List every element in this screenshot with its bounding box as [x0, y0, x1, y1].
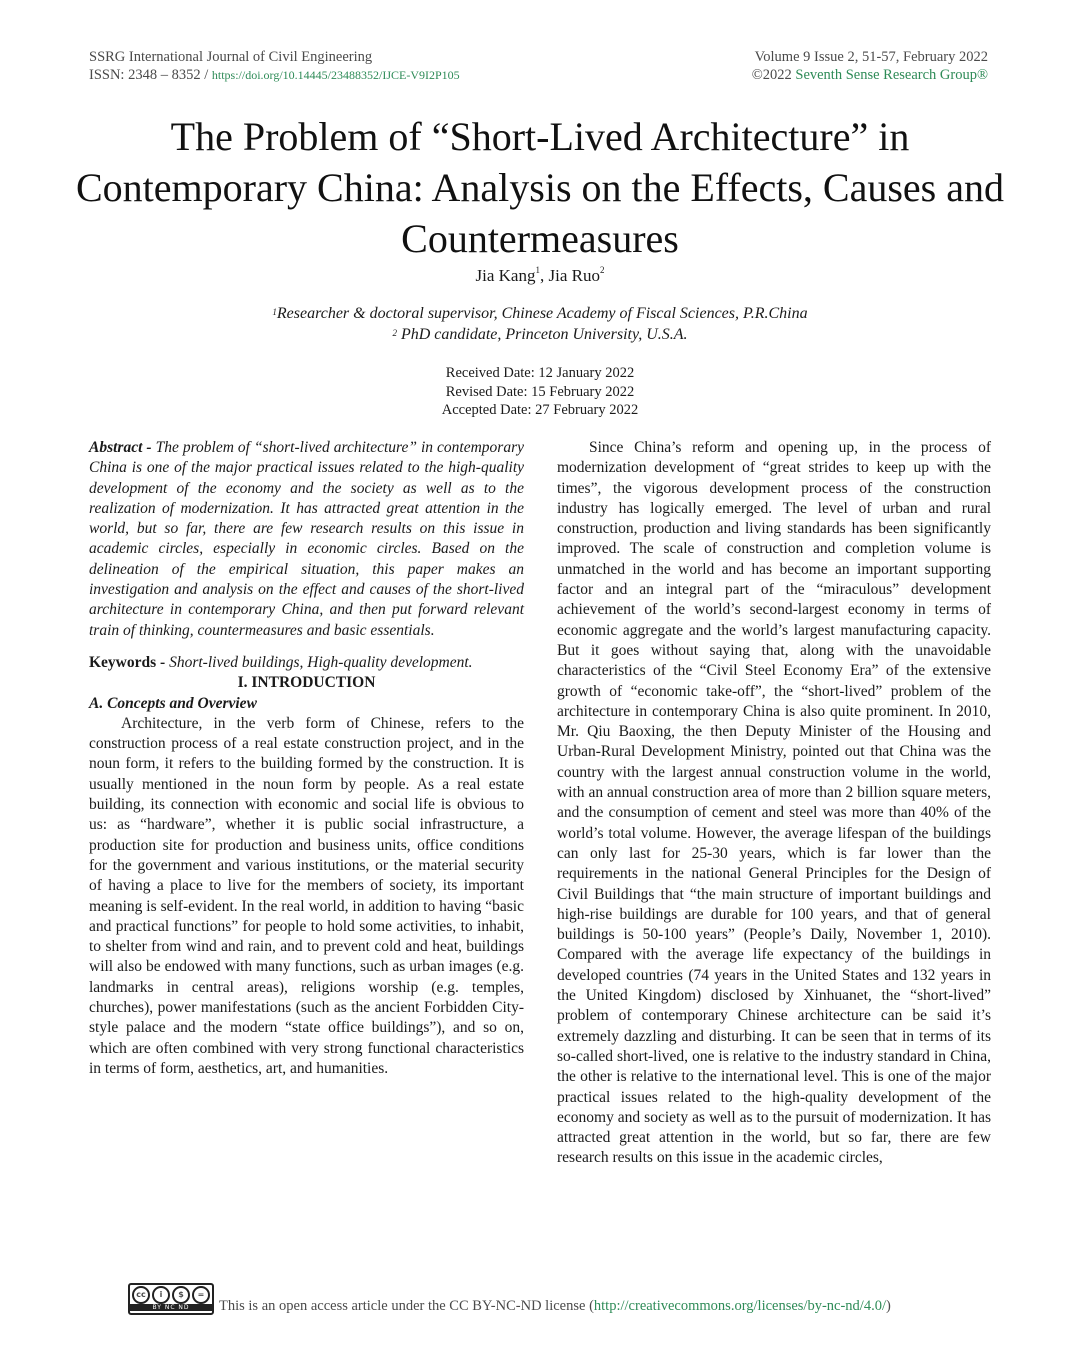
journal-name: SSRG International Journal of Civil Engineering: [89, 49, 373, 65]
keywords: [89, 653, 524, 673]
journal-header: [89, 48, 460, 84]
paper-title: The Problem of “Short-Lived Architecture” in Contemporary China: Analysis on the Effects, Causes and Countermeasures: [76, 114, 1004, 261]
affiliation-1-sup: 1: [272, 307, 277, 317]
cc-icon-labels: BY NC ND: [130, 1304, 212, 1311]
author-list: [0, 266, 1080, 286]
nd-equals-icon: =: [192, 1286, 210, 1304]
license-url[interactable]: http://creativecommons.org/licenses/by-nc-nd/4.0/: [593, 1298, 886, 1314]
accepted-date: Accepted Date: 27 February 2022: [441, 402, 639, 418]
copyright-line: [752, 66, 988, 84]
abstract-text: The problem of “short-lived architecture” in contemporary China is one of the major practical issues related to the high-quality development of the economy and the society as well as to the realization of modernization. It has attracted great attention in the world, but so far, there are few research results on this issue in academic circles, especially in economic circles. Based on the delineation of the empirical situation, this paper makes an investigation and analysis on the effect and causes of the short-lived architecture in contemporary China, and then put forward relevant train of thinking, countermeasures and basic essentials.: [89, 439, 524, 639]
abstract-label: Abstract -: [89, 439, 152, 456]
affiliation-1-text: Researcher & doctoral supervisor, Chinese Academy of Fiscal Sciences, P.R.China: [276, 305, 808, 322]
volume-info: Volume 9 Issue 2, 51-57, February 2022: [754, 49, 988, 65]
intro-paragraph: Architecture, in the verb form of Chinese, refers to the construction process of a real estate construction project, and in the noun form, it refers to the building formed by the construction. It is usually mentioned in the noun form by people. As a real estate building, its connection with economic and social life is obvious to us: as “hardware”, whether it is public social infrastructure, a production site for production and business units, office conditions for the government and various institutions, or the material security of having a place to live for the members of society, its important meaning is self-evident. In the real world, in addition to having “basic and practical functions” for people to hold some activities, to inhabit, to shelter from wind and rain, and to prevent cold and heat, buildings will also be endowed with many functions, such as urban images (e.g. landmarks in central areas), religions worship (e.g. temples, churches), power manifestations (such as the ancient Forbidden City-style palace and the modern “state office buildings”), and so on, which are often combined with very strong functional characteristics in terms of form, aesthetics, art, and humanities.: [89, 714, 524, 1077]
right-paragraph: Since China’s reform and opening up, in the process of modernization development of “great strides to keep up with the times”, the vigorous development process of the construction industry has logically emerged. The level of urban and rural construction, production and living standards has been significantly improved. The scale of construction and completion volume is unmatched in the world and has become an important supporting factor and an integral part of the “miraculous” development achievement of the world’s second-largest economy in terms of economic aggregate and the world’s largest manufacturing capacity. But it goes without saying that, along with the unavoidable characteristics of the “Civil Steel Economy Era” of the extensive growth of “economic take-off”, the “short-lived” problem of the architecture in contemporary China is also quite prominent. In 2010, Mr. Qiu Baoxing, the then Deputy Minister of the Housing and Urban-Rural Development Ministry, pointed out that China was the country with the largest annual construction volume in the world, with an annual construction area of more than 2 billion square meters, and the consumption of cement and steel was more than 40% of the world’s total volume. However, the average lifespan of the buildings can only last for 25-30 years, which is far lower than the requirements in the national General Principles for the Design of Civil Buildings that “the main structure of important buildings and high-rise buildings are durable for 100 years, and that of general buildings is 50-100 years” (People’s Daily, November 1, 2010). Compared with the average life expectancy of the buildings in developed countries (74 years in the United States and 132 years in the United Kingdom) disclosed by Xinhuanet, the “short-lived” problem of contemporary Chinese architecture can be said it’s extremely dazzling and disturbing. It can be seen that in terms of its so-called short-lived, one is relative to the industry standard in China, the other is relative to the international level. This is one of the major practical issues related to the high-quality development of the economy and society as well as to the pursuit of modernization. It has attracted great attention in the world, but so far, there are few research results on this issue in the academic circles,: [557, 439, 991, 1167]
license-statement: This is an open access article under the CC BY-NC-ND license: [219, 1298, 586, 1314]
author-2-sup: 2: [599, 265, 605, 275]
revised-date: Revised Date: 15 February 2022: [445, 383, 635, 400]
abstract: [89, 438, 524, 641]
issn: ISSN: 2348 – 8352 /: [89, 67, 209, 83]
keywords-text: Short-lived buildings, High-quality development.: [169, 653, 473, 671]
affiliations: [0, 303, 1080, 345]
cc-icon-row: [130, 1285, 212, 1304]
license-paren-open: (: [585, 1298, 594, 1314]
left-column: [89, 438, 524, 1079]
license-footer: [128, 1283, 891, 1315]
subsection-heading: A. Concepts and Overview: [89, 694, 257, 712]
affiliation-1: [0, 303, 1080, 324]
date-block: [0, 364, 1080, 420]
copyright-year: ©2022: [751, 67, 792, 83]
author-1-sup: 1: [535, 265, 540, 275]
section-heading: I. INTRODUCTION: [237, 674, 376, 692]
by-person-icon: i: [152, 1286, 170, 1304]
right-column: [557, 438, 991, 1169]
received-date: Received Date: 12 January 2022: [445, 365, 635, 381]
publisher-link[interactable]: Seventh Sense Research Group®: [795, 67, 988, 83]
license-paren-close: ): [886, 1298, 891, 1314]
cc-license-icon[interactable]: [128, 1283, 214, 1315]
cc-circle-icon: cc: [132, 1286, 150, 1304]
author-2: Jia Ruo: [548, 266, 600, 285]
author-1: Jia Kang: [475, 266, 536, 285]
affiliation-2-text: PhD candidate, Princeton University, U.S.A.: [400, 326, 688, 343]
volume-header: [752, 48, 988, 84]
issn-line: [89, 66, 460, 84]
nc-dollar-icon: $: [172, 1286, 190, 1304]
doi-link[interactable]: https://doi.org/10.14445/23488352/IJCE-V9I2P105: [211, 68, 460, 82]
affiliation-2-sup: 2: [392, 328, 397, 338]
affiliation-2: [0, 324, 1080, 345]
keywords-label: Keywords -: [89, 653, 166, 671]
author-separator: ,: [539, 266, 549, 285]
license-text: [219, 1298, 891, 1315]
